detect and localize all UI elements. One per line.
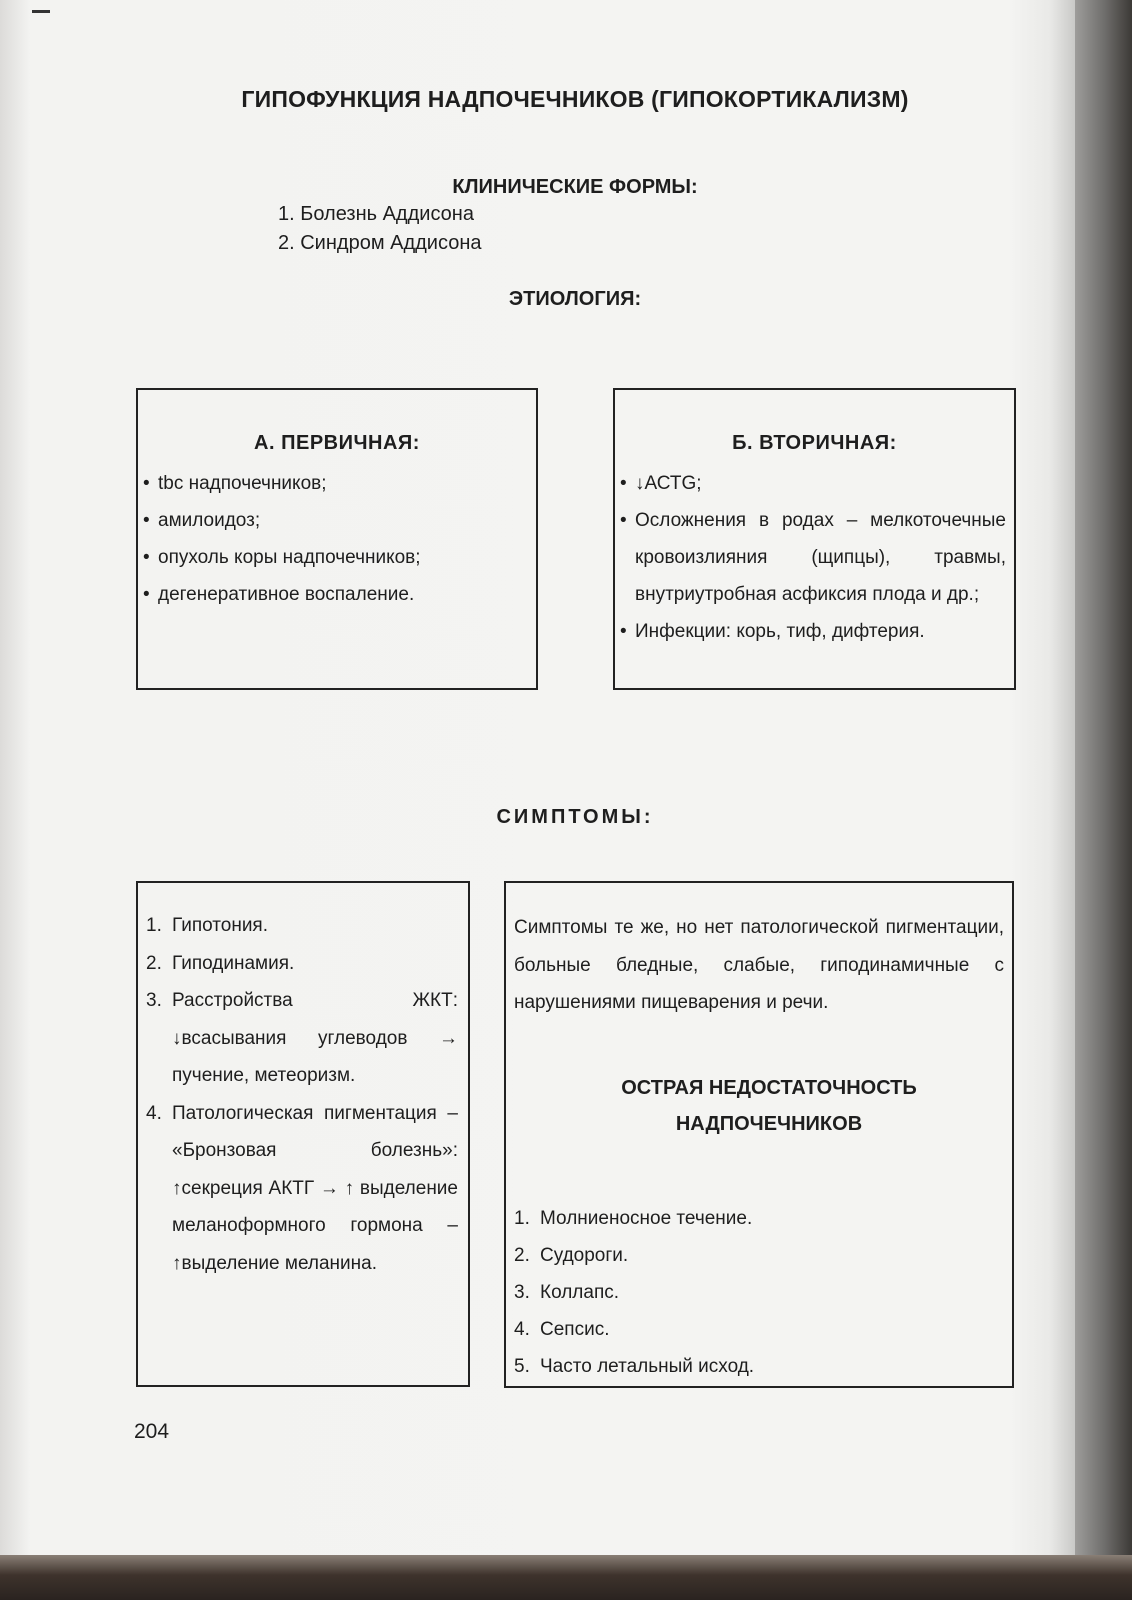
item-number: 1.: [514, 1207, 530, 1229]
item-text: Гиподинамия.: [172, 952, 295, 974]
list-item: [514, 1274, 1004, 1311]
secondary-symptoms-text: Симптомы те же, но нет патологической пигментации, больные бледные, слабые, гиподинамичные с нарушениями пищеварения и речи.: [514, 917, 1004, 1013]
secondary-list: [615, 465, 1014, 650]
primary-etiology-box: [136, 388, 538, 690]
list-item: [514, 1237, 1004, 1274]
page-edge-shadow: [1075, 0, 1132, 1600]
list-item: [146, 945, 458, 983]
item-number: 4.: [146, 1102, 162, 1124]
secondary-etiology-box: [613, 388, 1016, 690]
list-item: [514, 1311, 1004, 1348]
item-number: 3.: [146, 990, 162, 1011]
item-number: 2.: [146, 952, 162, 974]
list-item: [146, 982, 458, 1095]
item-text: Патологическая пигментация – «Бронзовая болезнь»: ↑секреция АКТГ → ↑ выделение меланоформного гормона – ↑выделение меланина.: [172, 1102, 458, 1274]
symptoms-secondary-box: [504, 881, 1014, 1388]
secondary-title: Б. ВТОРИЧНАЯ:: [732, 432, 897, 454]
acute-title-line: ОСТРАЯ НЕДОСТАТОЧНОСТЬ: [621, 1076, 917, 1099]
print-mark: [32, 10, 50, 13]
list-item: [146, 1095, 458, 1283]
list-item: • Инфекции: корь, тиф, дифтерия.: [615, 613, 1014, 650]
list-item: • Осложнения в родах – мелкоточечные кровоизлияния (щипцы), травмы, внутриутробная асфиксия плода и др.;: [615, 502, 1014, 613]
list-item: [146, 907, 458, 945]
item-number: 3.: [514, 1281, 530, 1303]
item-number: 1.: [146, 915, 162, 936]
primary-list: [138, 465, 536, 613]
item-number: 2.: [514, 1244, 530, 1266]
symptoms-list: [146, 907, 458, 1282]
symptoms-primary-box: [136, 881, 470, 1387]
list-item: [514, 1348, 1004, 1385]
list-item: • tbc надпочечников;: [138, 465, 536, 502]
item-text: Сепсис.: [540, 1318, 610, 1340]
page-title: ГИПОФУНКЦИЯ НАДПОЧЕЧНИКОВ (ГИПОКОРТИКАЛИЗМ): [241, 86, 909, 112]
item-text: Расстройства ЖКТ: ↓всасывания углеводов → пучение, метеоризм.: [172, 990, 458, 1086]
item-text: Гипотония.: [172, 915, 269, 936]
list-item: 1. Болезнь Аддисона: [278, 203, 474, 225]
item-text: Молниеносное течение.: [540, 1207, 753, 1229]
list-item: 2. Синдром Аддисона: [278, 232, 482, 254]
scan-bottom-edge: [0, 1555, 1132, 1600]
acute-list: [514, 1200, 1004, 1385]
page-number: 204: [134, 1420, 170, 1443]
clinical-forms-list: [278, 200, 482, 258]
etiology-heading: ЭТИОЛОГИЯ:: [508, 288, 642, 310]
item-number: 5.: [514, 1355, 530, 1377]
item-text: Коллапс.: [540, 1281, 620, 1303]
list-item: [514, 1200, 1004, 1237]
symptoms-heading: СИМПТОМЫ:: [496, 806, 654, 828]
primary-title: А. ПЕРВИЧНАЯ:: [254, 432, 420, 454]
item-number: 4.: [514, 1318, 530, 1340]
clinical-forms-heading: КЛИНИЧЕСКИЕ ФОРМЫ:: [452, 176, 698, 198]
list-item: • дегенеративное воспаление.: [138, 576, 536, 613]
list-item: • ↓АСТG;: [615, 465, 1014, 502]
acute-insufficiency-title: [506, 1070, 1012, 1142]
acute-title-line: НАДПОЧЕЧНИКОВ: [675, 1112, 863, 1135]
item-text: Часто летальный исход.: [540, 1355, 755, 1377]
list-item: • амилоидоз;: [138, 502, 536, 539]
list-item: • опухоль коры надпочечников;: [138, 539, 536, 576]
item-text: Судороги.: [540, 1244, 629, 1266]
